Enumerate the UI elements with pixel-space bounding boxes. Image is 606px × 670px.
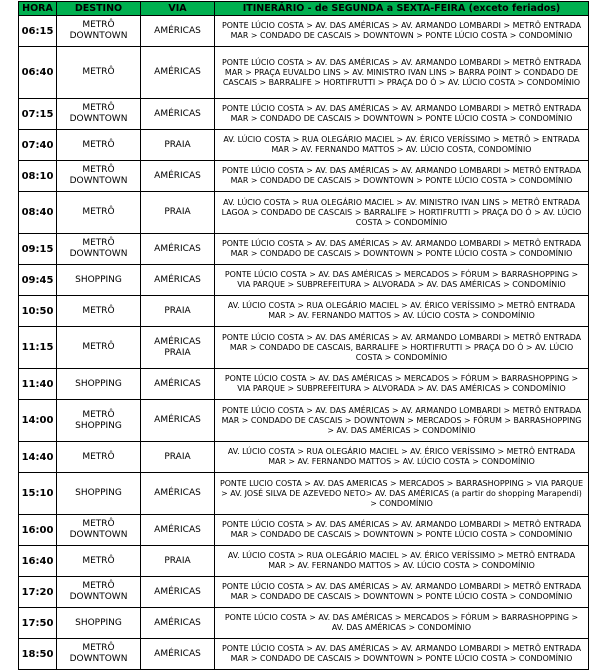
destino-cell: SHOPPING	[57, 369, 141, 400]
via-cell: AMÉRICAS	[141, 608, 215, 639]
destino-cell: METRÔ	[57, 192, 141, 234]
table-row	[19, 577, 589, 608]
via-cell: AMÉRICAS	[141, 161, 215, 192]
itinerario-cell: PONTE LÚCIO COSTA > AV. DAS AMÉRICAS > AV. ARMANDO LOMBARDI > METRÔ ENTRADA MAR > PRAÇA EUVALDO LINS > AV. MINISTRO IVAN LINS > BARRA POINT > CONDADO DE CASCAIS > BARRALIFE > HORTIFRUTTI > PRAÇA DO Ó > AV. LÚCIO COSTA > CONDOMÍNIO	[215, 47, 589, 99]
destino-cell: METRÔ DOWNTOWN	[57, 99, 141, 130]
hora-cell: 08:40	[19, 192, 57, 234]
hora-cell: 09:45	[19, 265, 57, 296]
via-cell: AMÉRICAS	[141, 473, 215, 515]
via-cell: AMÉRICAS	[141, 400, 215, 442]
destino-cell: METRÔ	[57, 296, 141, 327]
destino-cell: METRÔ DOWNTOWN	[57, 577, 141, 608]
destino-cell: METRÔ SHOPPING	[57, 400, 141, 442]
hora-cell: 07:40	[19, 130, 57, 161]
itinerario-cell: PONTE LÚCIO COSTA > AV. DAS AMÉRICAS > AV. ARMANDO LOMBARDI > METRÔ ENTRADA MAR > CONDADO DE CASCAIS > DOWNTOWN > PONTE LÚCIO COSTA > CONDOMÍNIO	[215, 161, 589, 192]
destino-cell: METRÔ DOWNTOWN	[57, 161, 141, 192]
destino-cell: SHOPPING	[57, 265, 141, 296]
hora-cell: 07:15	[19, 99, 57, 130]
table-row	[19, 608, 589, 639]
hora-cell: 18:50	[19, 639, 57, 670]
header-via: VIA	[141, 2, 215, 16]
itinerario-cell: PONTE LÚCIO COSTA > AV. DAS AMÉRICAS > AV. ARMANDO LOMBARDI > METRÔ ENTRADA MAR > CONDADO DE CASCAIS > DOWNTOWN > PONTE LÚCIO COSTA > CONDOMÍNIO	[215, 577, 589, 608]
table-row	[19, 473, 589, 515]
table-row	[19, 327, 589, 369]
destino-cell: METRÔ DOWNTOWN	[57, 234, 141, 265]
via-cell: AMÉRICAS	[141, 234, 215, 265]
table-row	[19, 546, 589, 577]
hora-cell: 16:40	[19, 546, 57, 577]
itinerario-cell: AV. LÚCIO COSTA > RUA OLEGÁRIO MACIEL > AV. MINISTRO IVAN LINS > METRÔ ENTRADA LAGOA > CONDADO DE CASCAIS > BARRALIFE > HORTIFRUTTI > PRAÇA DO Ó > AV. LÚCIO COSTA > CONDOMÍNIO	[215, 192, 589, 234]
destino-cell: METRÔ DOWNTOWN	[57, 639, 141, 670]
via-cell: AMÉRICAS	[141, 515, 215, 546]
via-cell: AMÉRICAS PRAIA	[141, 327, 215, 369]
itinerario-cell: PONTE LÚCIO COSTA > AV. DAS AMÉRICAS > AV. ARMANDO LOMBARDI > METRÔ ENTRADA MAR > CONDADO DE CASCAIS > DOWNTOWN > PONTE LÚCIO COSTA > CONDOMÍNIO	[215, 99, 589, 130]
header-destino: DESTINO	[57, 2, 141, 16]
table-row	[19, 47, 589, 99]
table-row	[19, 442, 589, 473]
table-row	[19, 99, 589, 130]
schedule-table	[18, 1, 589, 670]
header-itinerario: ITINERÁRIO - de SEGUNDA a SEXTA-FEIRA (exceto feriados)	[215, 2, 589, 16]
itinerario-cell: PONTE LÚCIO COSTA > AV. DAS AMÉRICAS > MERCADOS > FÓRUM > BARRASHOPPING > VIA PARQUE > SUBPREFEITURA > ALVORADA > AV. DAS AMÉRICAS > CONDOMÍNIO	[215, 369, 589, 400]
itinerario-cell: PONTE LÚCIO COSTA > AV. DAS AMÉRICAS > AV. ARMANDO LOMBARDI > METRÔ ENTRADA MAR > CONDADO DE CASCAIS > DOWNTOWN > PONTE LÚCIO COSTA > CONDOMÍNIO	[215, 234, 589, 265]
destino-cell: METRÔ DOWNTOWN	[57, 515, 141, 546]
table-row	[19, 161, 589, 192]
destino-cell: METRÔ	[57, 130, 141, 161]
table-row	[19, 265, 589, 296]
table-row	[19, 130, 589, 161]
itinerario-cell: PONTE LÚCIO COSTA > AV. DAS AMÉRICAS > AV. ARMANDO LOMBARDI > METRÔ ENTRADA MAR > CONDADO DE CASCAIS > DOWNTOWN > PONTE LÚCIO COSTA > CONDOMÍNIO	[215, 639, 589, 670]
itinerario-cell: PONTE LÚCIO COSTA > AV. DAS AMÉRICAS > MERCADOS > FÓRUM > BARRASHOPPING > AV. DAS AMÉRICAS > CONDOMÍNIO	[215, 608, 589, 639]
hora-cell: 16:00	[19, 515, 57, 546]
via-cell: AMÉRICAS	[141, 47, 215, 99]
table-row	[19, 16, 589, 47]
header-row	[19, 2, 589, 16]
hora-cell: 06:15	[19, 16, 57, 47]
hora-cell: 11:15	[19, 327, 57, 369]
via-cell: AMÉRICAS	[141, 265, 215, 296]
itinerario-cell: AV. LÚCIO COSTA > RUA OLEGÁRIO MACIEL > AV. ÉRICO VERÍSSIMO > METRÔ > ENTRADA MAR > AV. FERNANDO MATTOS > AV. LÚCIO COSTA, CONDOMÍNIO	[215, 130, 589, 161]
via-cell: AMÉRICAS	[141, 369, 215, 400]
hora-cell: 09:15	[19, 234, 57, 265]
hora-cell: 17:20	[19, 577, 57, 608]
destino-cell: METRÔ	[57, 546, 141, 577]
via-cell: AMÉRICAS	[141, 99, 215, 130]
hora-cell: 15:10	[19, 473, 57, 515]
hora-cell: 14:00	[19, 400, 57, 442]
table-row	[19, 369, 589, 400]
destino-cell: SHOPPING	[57, 473, 141, 515]
itinerario-cell: AV. LÚCIO COSTA > RUA OLEGÁRIO MACIEL > AV. ÉRICO VERÍSSIMO > METRÔ ENTRADA MAR > AV. FERNANDO MATTOS > AV. LÚCIO COSTA > CONDOMÍNIO	[215, 296, 589, 327]
destino-cell: SHOPPING	[57, 608, 141, 639]
via-cell: PRAIA	[141, 192, 215, 234]
hora-cell: 17:50	[19, 608, 57, 639]
itinerario-cell: PONTE LÚCIO COSTA > AV. DAS AMÉRICAS > AV. ARMANDO LOMBARDI > METRÔ ENTRADA MAR > CONDADO DE CASCAIS > DOWNTOWN > PONTE LÚCIO COSTA > CONDOMÍNIO	[215, 515, 589, 546]
via-cell: AMÉRICAS	[141, 639, 215, 670]
hora-cell: 08:10	[19, 161, 57, 192]
table-row	[19, 234, 589, 265]
destino-cell: METRÔ	[57, 47, 141, 99]
itinerario-cell: AV. LÚCIO COSTA > RUA OLEGÁRIO MACIEL > AV. ÉRICO VERÍSSIMO > METRÔ ENTRADA MAR > AV. FERNANDO MATTOS > AV. LÚCIO COSTA > CONDOMÍNIO	[215, 546, 589, 577]
destino-cell: METRÔ DOWNTOWN	[57, 16, 141, 47]
table-row	[19, 639, 589, 670]
table-row	[19, 192, 589, 234]
hora-cell: 11:40	[19, 369, 57, 400]
via-cell: PRAIA	[141, 296, 215, 327]
destino-cell: METRÔ	[57, 442, 141, 473]
itinerario-cell: PONTE LÚCIO COSTA > AV. DAS AMÉRICAS > AV. ARMANDO LOMBARDI > METRÔ ENTRADA MAR > CONDADO DE CASCAIS > DOWNTOWN > MERCADOS > FÓRUM > BARRASHOPPING > AV. DAS AMÉRICAS > CONDOMÍNIO	[215, 400, 589, 442]
via-cell: PRAIA	[141, 546, 215, 577]
destino-cell: METRÔ	[57, 327, 141, 369]
table-row	[19, 400, 589, 442]
table-row	[19, 515, 589, 546]
via-cell: AMÉRICAS	[141, 16, 215, 47]
itinerario-cell: PONTE LÚCIO COSTA > AV. DAS AMÉRICAS > MERCADOS > FÓRUM > BARRASHOPPING > VIA PARQUE > SUBPREFEITURA > ALVORADA > AV. DAS AMÉRICAS > CONDOMÍNIO	[215, 265, 589, 296]
itinerario-cell: PONTE LÚCIO COSTA > AV. DAS AMÉRICAS > AV. ARMANDO LOMBARDI > METRÔ ENTRADA MAR > CONDADO DE CASCAIS > DOWNTOWN > PONTE LÚCIO COSTA > CONDOMÍNIO	[215, 16, 589, 47]
via-cell: AMÉRICAS	[141, 577, 215, 608]
hora-cell: 10:50	[19, 296, 57, 327]
itinerario-cell: PONTE LUCIO COSTA > AV. DAS AMERICAS > MERCADOS > BARRASHOPPING > VIA PARQUE > AV. JOSÉ SILVA DE AZEVEDO NETO> AV. DAS AMÉRICAS (a partir do shopping Marapendi) > CONDOMÍNIO	[215, 473, 589, 515]
itinerario-cell: PONTE LÚCIO COSTA > AV. DAS AMÉRICAS > AV. ARMANDO LOMBARDI > METRÔ ENTRADA MAR > CONDADO DE CASCAIS, BARRALIFE > HORTIFRUTTI > PRAÇA DO Ó > AV. LÚCIO COSTA > CONDOMÍNIO	[215, 327, 589, 369]
table-row	[19, 296, 589, 327]
hora-cell: 14:40	[19, 442, 57, 473]
via-cell: PRAIA	[141, 442, 215, 473]
via-cell: PRAIA	[141, 130, 215, 161]
hora-cell: 06:40	[19, 47, 57, 99]
itinerario-cell: AV. LÚCIO COSTA > RUA OLEGÁRIO MACIEL > AV. ÉRICO VERÍSSIMO > METRÔ ENTRADA MAR > AV. FERNANDO MATTOS > AV. LÚCIO COSTA > CONDOMÍNIO	[215, 442, 589, 473]
header-hora: HORA	[19, 2, 57, 16]
